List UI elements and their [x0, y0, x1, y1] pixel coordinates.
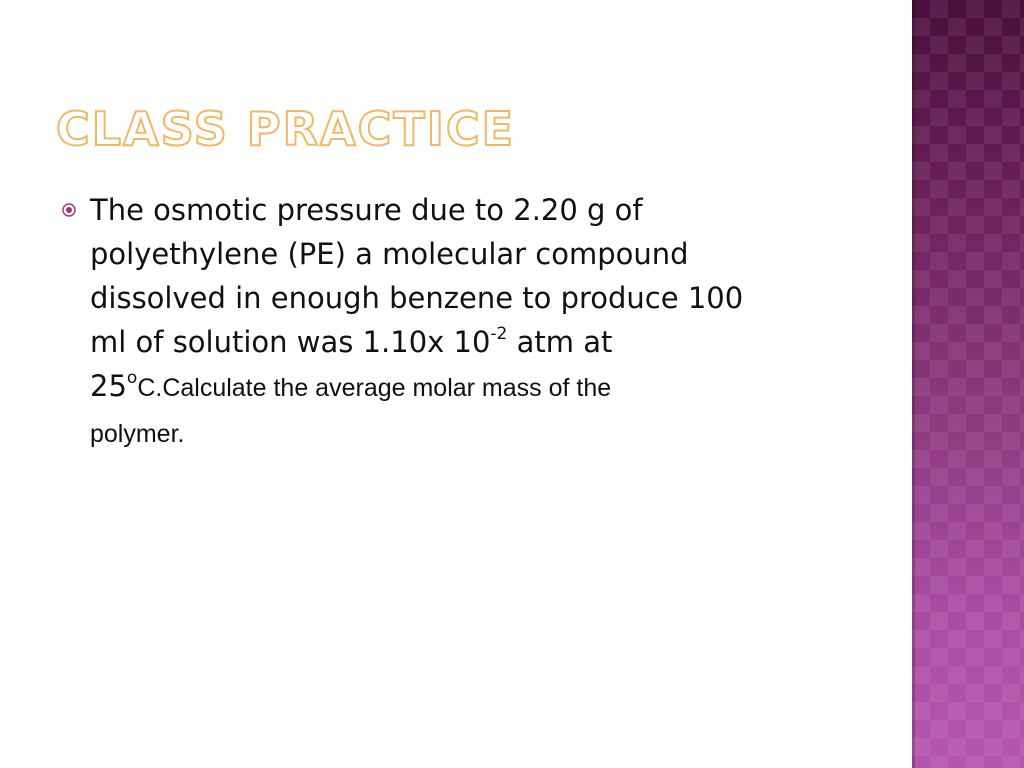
exponent: -2 [490, 324, 508, 345]
bullet-line-4-post: atm at [507, 325, 613, 359]
bullet-line-1: The osmotic pressure due to 2.20 g of [90, 193, 643, 227]
slide-title: CLASS PRACTICE [56, 102, 516, 156]
bullet-line-5-rest: C.Calculate the average molar mass of the [137, 374, 612, 402]
bullet-line-3: dissolved in enough benzene to produce 100 [90, 281, 744, 315]
bullet-line-2: polyethylene (PE) a molecular compound [90, 237, 689, 271]
slide-body [62, 188, 852, 456]
bullet-line-6: polymer. [90, 420, 185, 448]
bullet-text [90, 188, 830, 456]
temperature-value: 25 [90, 369, 127, 403]
bullet-item [62, 188, 852, 456]
degree-mark: o [126, 368, 138, 389]
target-bullet-icon [62, 203, 76, 217]
decorative-side-band [912, 0, 1024, 768]
bullet-line-4-pre: ml of solution was 1.10x 10 [90, 325, 491, 359]
